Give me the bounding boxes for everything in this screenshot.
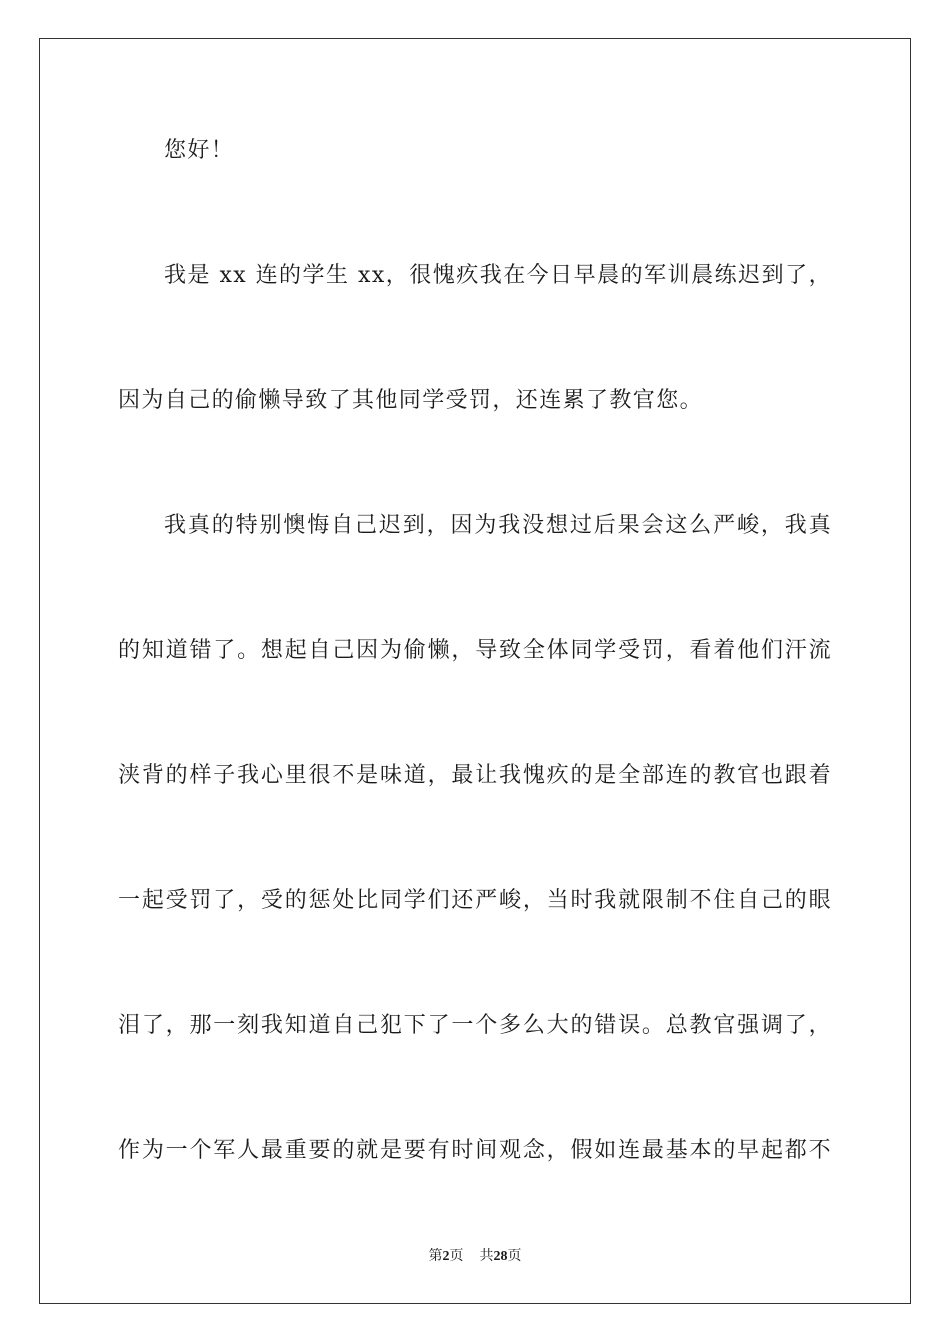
page-border: [39, 38, 911, 1304]
body-line-8: 作为一个军人最重要的就是要有时间观念，假如连最基本的早起都不: [118, 1138, 832, 1163]
total-pages-label: 共28页: [479, 1248, 522, 1264]
page-number: 2: [442, 1249, 450, 1264]
body-line-3: 我真的特别懊悔自己迟到，因为我没想过后果会这么严峻，我真: [164, 513, 832, 538]
greeting-line: 您好！: [164, 138, 235, 163]
total-page-count: 28: [493, 1249, 508, 1264]
page-footer: [0, 1246, 950, 1267]
body-line-6: 一起受罚了，受的惩处比同学们还严峻，当时我就限制不住自己的眼: [118, 888, 832, 913]
body-line-1: 我是 xx 连的学生 xx，很愧疚我在今日早晨的军训晨练迟到了，: [164, 263, 832, 288]
body-line-4: 的知道错了。想起自己因为偷懒，导致全体同学受罚，看着他们汗流: [118, 638, 832, 663]
body-line-2: 因为自己的偷懒导致了其他同学受罚，还连累了教官您。: [118, 388, 704, 413]
body-line-5: 浃背的样子我心里很不是味道，最让我愧疚的是全部连的教官也跟着: [118, 763, 832, 788]
page-label: 第2页: [428, 1248, 464, 1264]
body-line-7: 泪了，那一刻我知道自己犯下了一个多么大的错误。总教官强调了，: [118, 1013, 832, 1038]
